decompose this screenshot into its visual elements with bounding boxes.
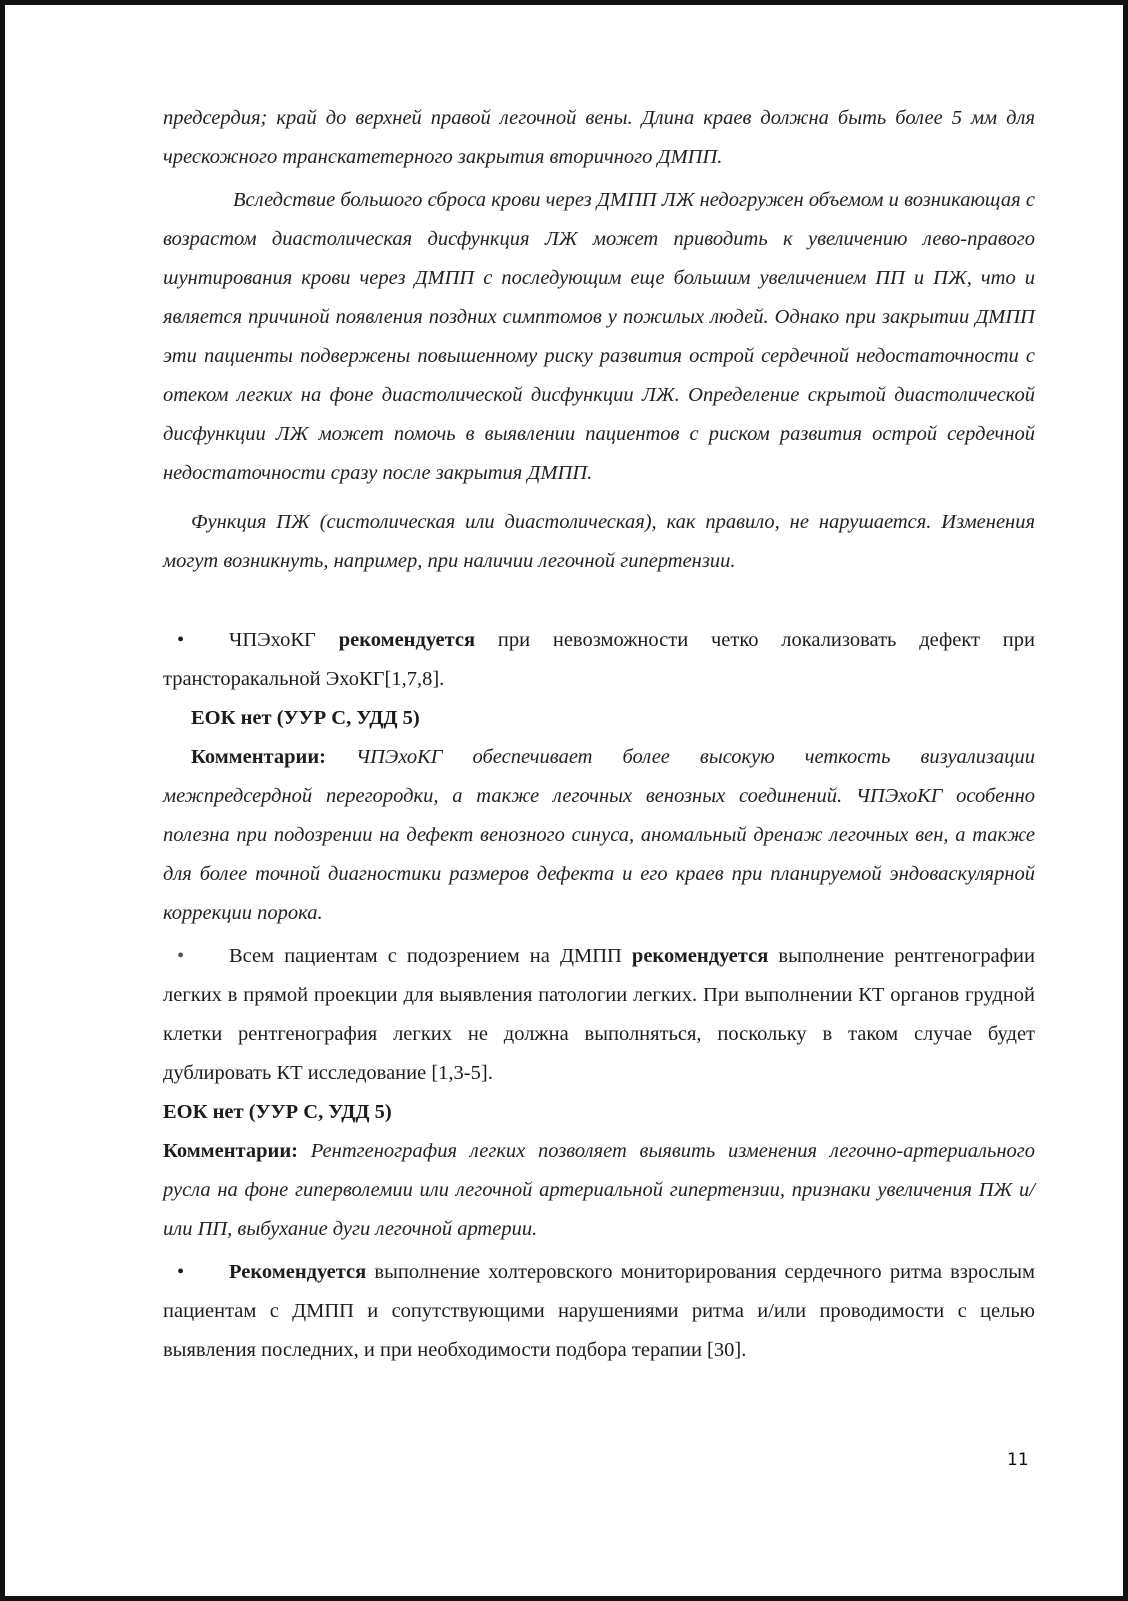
comment-block [163,1132,1035,1249]
bullet-icon: • [177,1261,185,1283]
recommendation-keyword: Рекомендуется [229,1261,367,1283]
paragraph-rv-function: Функция ПЖ (систолическая или диастолическая), как правило, не нарушается. Изменения могут возникнуть, например, при наличии легочной гипертензии. [163,511,1035,572]
page-number: 11 [1007,1450,1029,1470]
evidence-grade [163,699,1035,738]
recommendation-text-before: ЧПЭхоКГ [229,629,339,651]
recommendation-text-after: выполнение рентгенографии легких в прямой проекции для выявления патологии легких. При выполнении КТ органов грудной клетки рентгенография легких не должна выполняться, поскольку в таком случае будет дублировать КТ исследование [1,3-5]. [163,945,1035,1084]
recommendation-xray [163,937,1035,1093]
recommendation-holter [163,1253,1035,1370]
comment-block [163,738,1035,933]
bullet-icon: • [177,945,185,967]
paragraph-atrial-rims: предсердия; край до верхней правой легочной вены. Длина краев должна быть более 5 мм для чрескожного транскатетерного закрытия вторичного ДМПП. [163,107,1035,168]
comment-text: ЧПЭхоКГ обеспечивает более высокую четкость визуализации межпредсердной перегородки, а также легочных венозных соединений. ЧПЭхоКГ особенно полезна при подозрении на дефект венозного синуса, аномальный дренаж легочных вен, а также для более точной диагностики размеров дефекта и его краев при планируемой эндоваскулярной коррекции порока. [163,746,1035,924]
recommendation-tee [163,621,1035,699]
bullet-icon: • [177,629,185,651]
recommendation-text-before: Всем пациентам с подозрением на ДМПП [229,945,632,967]
evidence-grade-text: ЕОК нет (УУР C, УДД 5) [191,707,420,729]
paragraph-diastolic-dysfunction: Вследствие большого сброса крови через ДМПП ЛЖ недогружен объемом и возникающая с возрастом диастолическая дисфункция ЛЖ может приводить к увеличению лево-правого шунтирования крови через ДМПП с последующим еще большим увеличением ПП и ПЖ, что и является причиной появления поздних симптомов у пожилых людей. Однако при закрытии ДМПП эти пациенты подвержены повышенному риску развития острой сердечной недостаточности с отеком легких на фоне диастолической дисфункции ЛЖ. Определение скрытой диастолической дисфункции ЛЖ может помочь в выявлении пациентов с риском развития острой сердечной недостаточности сразу после закрытия ДМПП. [163,189,1035,484]
evidence-grade [163,1093,1035,1132]
recommendation-keyword: рекомендуется [338,629,476,651]
recommendation-text-after: выполнение холтеровского мониторирования сердечного ритма взрослым пациентам с ДМПП и сопутствующими нарушениями ритма и/или проводимости с целью выявления последних, и при необходимости подбора терапии [30]. [163,1261,1035,1361]
page-content [163,99,1035,1370]
comment-label: Комментарии: [191,746,326,768]
recommendation-text-after: при невозможности четко локализовать дефект при трансторакальной ЭхоКГ[1,7,8]. [163,629,1035,690]
evidence-grade-text: ЕОК нет (УУР C, УДД 5) [163,1101,392,1123]
recommendation-keyword: рекомендуется [631,945,769,967]
comment-label: Комментарии: [163,1140,298,1162]
comment-text: Рентгенография легких позволяет выявить изменения легочно-артериального русла на фоне гиперволемии или легочной артериальной гипертензии, признаки увеличения ПЖ и/или ПП, выбухание дуги легочной артерии. [163,1140,1035,1240]
